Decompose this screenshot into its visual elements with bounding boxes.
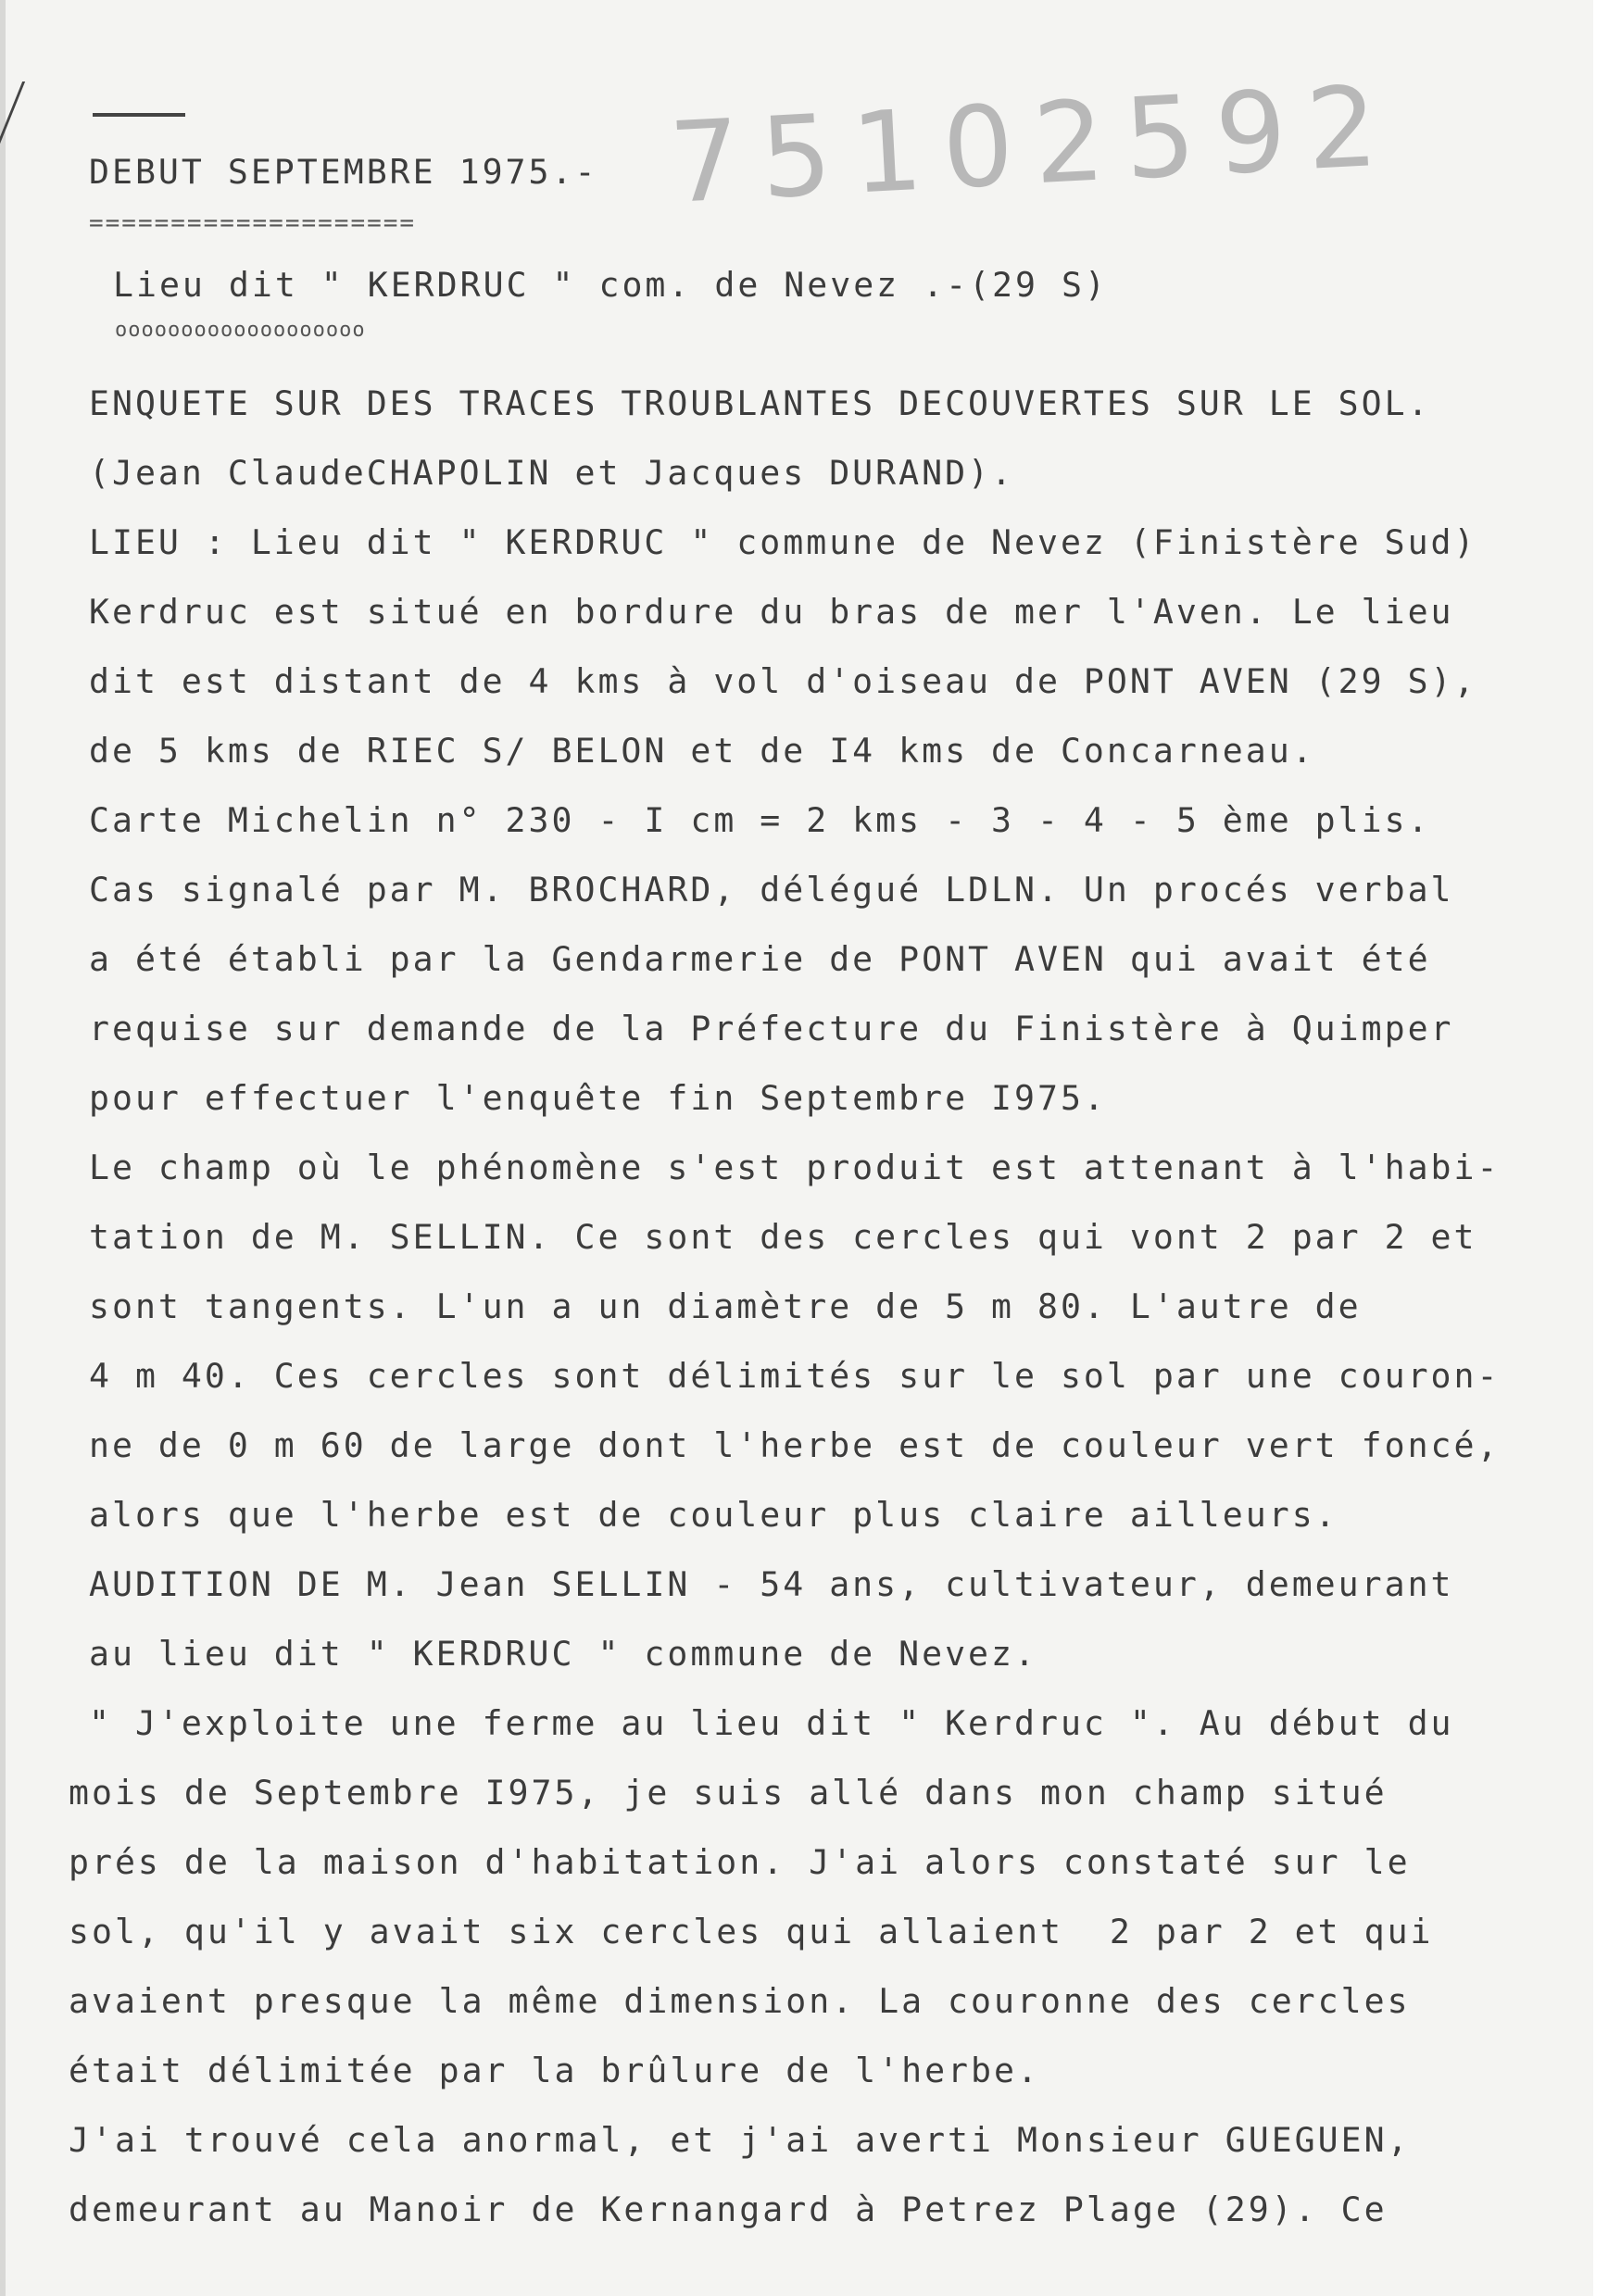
text-line: prés de la maison d'habitation. J'ai alors constaté sur le bbox=[69, 1842, 1411, 1882]
text-line: tation de M. SELLIN. Ce sont des cercles qui vont 2 par 2 et bbox=[89, 1217, 1477, 1257]
text-line: LIEU : Lieu dit " KERDRUC " commune de Nevez (Finistère Sud) bbox=[89, 522, 1477, 562]
text-line: (Jean ClaudeCHAPOLIN et Jacques DURAND). bbox=[89, 453, 1014, 493]
text-line: requise sur demande de la Préfecture du Finistère à Quimper bbox=[89, 1009, 1454, 1048]
text-line: mois de Septembre I975, je suis allé dans mon champ situé bbox=[69, 1773, 1388, 1813]
text-line: 4 m 40. Ces cercles sont délimités sur le sol par une couron- bbox=[89, 1356, 1501, 1396]
text-line: au lieu dit " KERDRUC " commune de Nevez. bbox=[89, 1634, 1037, 1674]
text-line: pour effectuer l'enquête fin Septembre I975. bbox=[89, 1078, 1107, 1118]
text-line: dit est distant de 4 kms à vol d'oiseau de PONT AVEN (29 S), bbox=[89, 661, 1477, 701]
text-line: sol, qu'il y avait six cercles qui allaient 2 par 2 et qui bbox=[69, 1912, 1434, 1951]
header-place-underline: ooooooooooooooooooo bbox=[115, 319, 366, 342]
text-line: ne de 0 m 60 de large dont l'herbe est de couleur vert foncé, bbox=[89, 1425, 1501, 1465]
header-place: Lieu dit " KERDRUC " com. de Nevez .-(29 S) bbox=[113, 265, 1108, 305]
text-line: " J'exploite une ferme au lieu dit " Kerdruc ". Au début du bbox=[89, 1703, 1454, 1743]
margin-mark bbox=[0, 82, 81, 156]
text-line: AUDITION DE M. Jean SELLIN - 54 ans, cultivateur, demeurant bbox=[89, 1564, 1454, 1604]
text-line: de 5 kms de RIEC S/ BELON et de I4 kms de Concarneau. bbox=[89, 731, 1315, 771]
text-line: alors que l'herbe est de couleur plus claire ailleurs. bbox=[89, 1495, 1338, 1535]
header-date: DEBUT SEPTEMBRE 1975.- bbox=[89, 152, 598, 192]
top-dash-mark bbox=[93, 113, 185, 117]
text-line: demeurant au Manoir de Kernangard à Petrez Plage (29). Ce bbox=[69, 2189, 1388, 2229]
text-line: Kerdruc est situé en bordure du bras de mer l'Aven. Le lieu bbox=[89, 592, 1454, 632]
text-line: Carte Michelin n° 230 - I cm = 2 kms - 3 - 4 - 5 ème plis. bbox=[89, 800, 1431, 840]
text-line: était délimitée par la brûlure de l'herbe. bbox=[69, 2051, 1040, 2090]
text-line: avaient presque la même dimension. La couronne des cercles bbox=[69, 1981, 1411, 2021]
text-line: sont tangents. L'un a un diamètre de 5 m 80. L'autre de bbox=[89, 1286, 1362, 1326]
header-date-underline: ==================== bbox=[89, 209, 417, 237]
text-line: ENQUETE SUR DES TRACES TROUBLANTES DECOUVERTES SUR LE SOL. bbox=[89, 383, 1431, 423]
text-line: a été établi par la Gendarmerie de PONT AVEN qui avait été bbox=[89, 939, 1431, 979]
text-line: Le champ où le phénomène s'est produit est attenant à l'habi- bbox=[89, 1148, 1501, 1187]
archive-stamp-number: 75102592 bbox=[666, 61, 1401, 229]
text-line: Cas signalé par M. BROCHARD, délégué LDLN. Un procés verbal bbox=[89, 870, 1454, 910]
text-line: J'ai trouvé cela anormal, et j'ai averti Monsieur GUEGUEN, bbox=[69, 2120, 1411, 2160]
